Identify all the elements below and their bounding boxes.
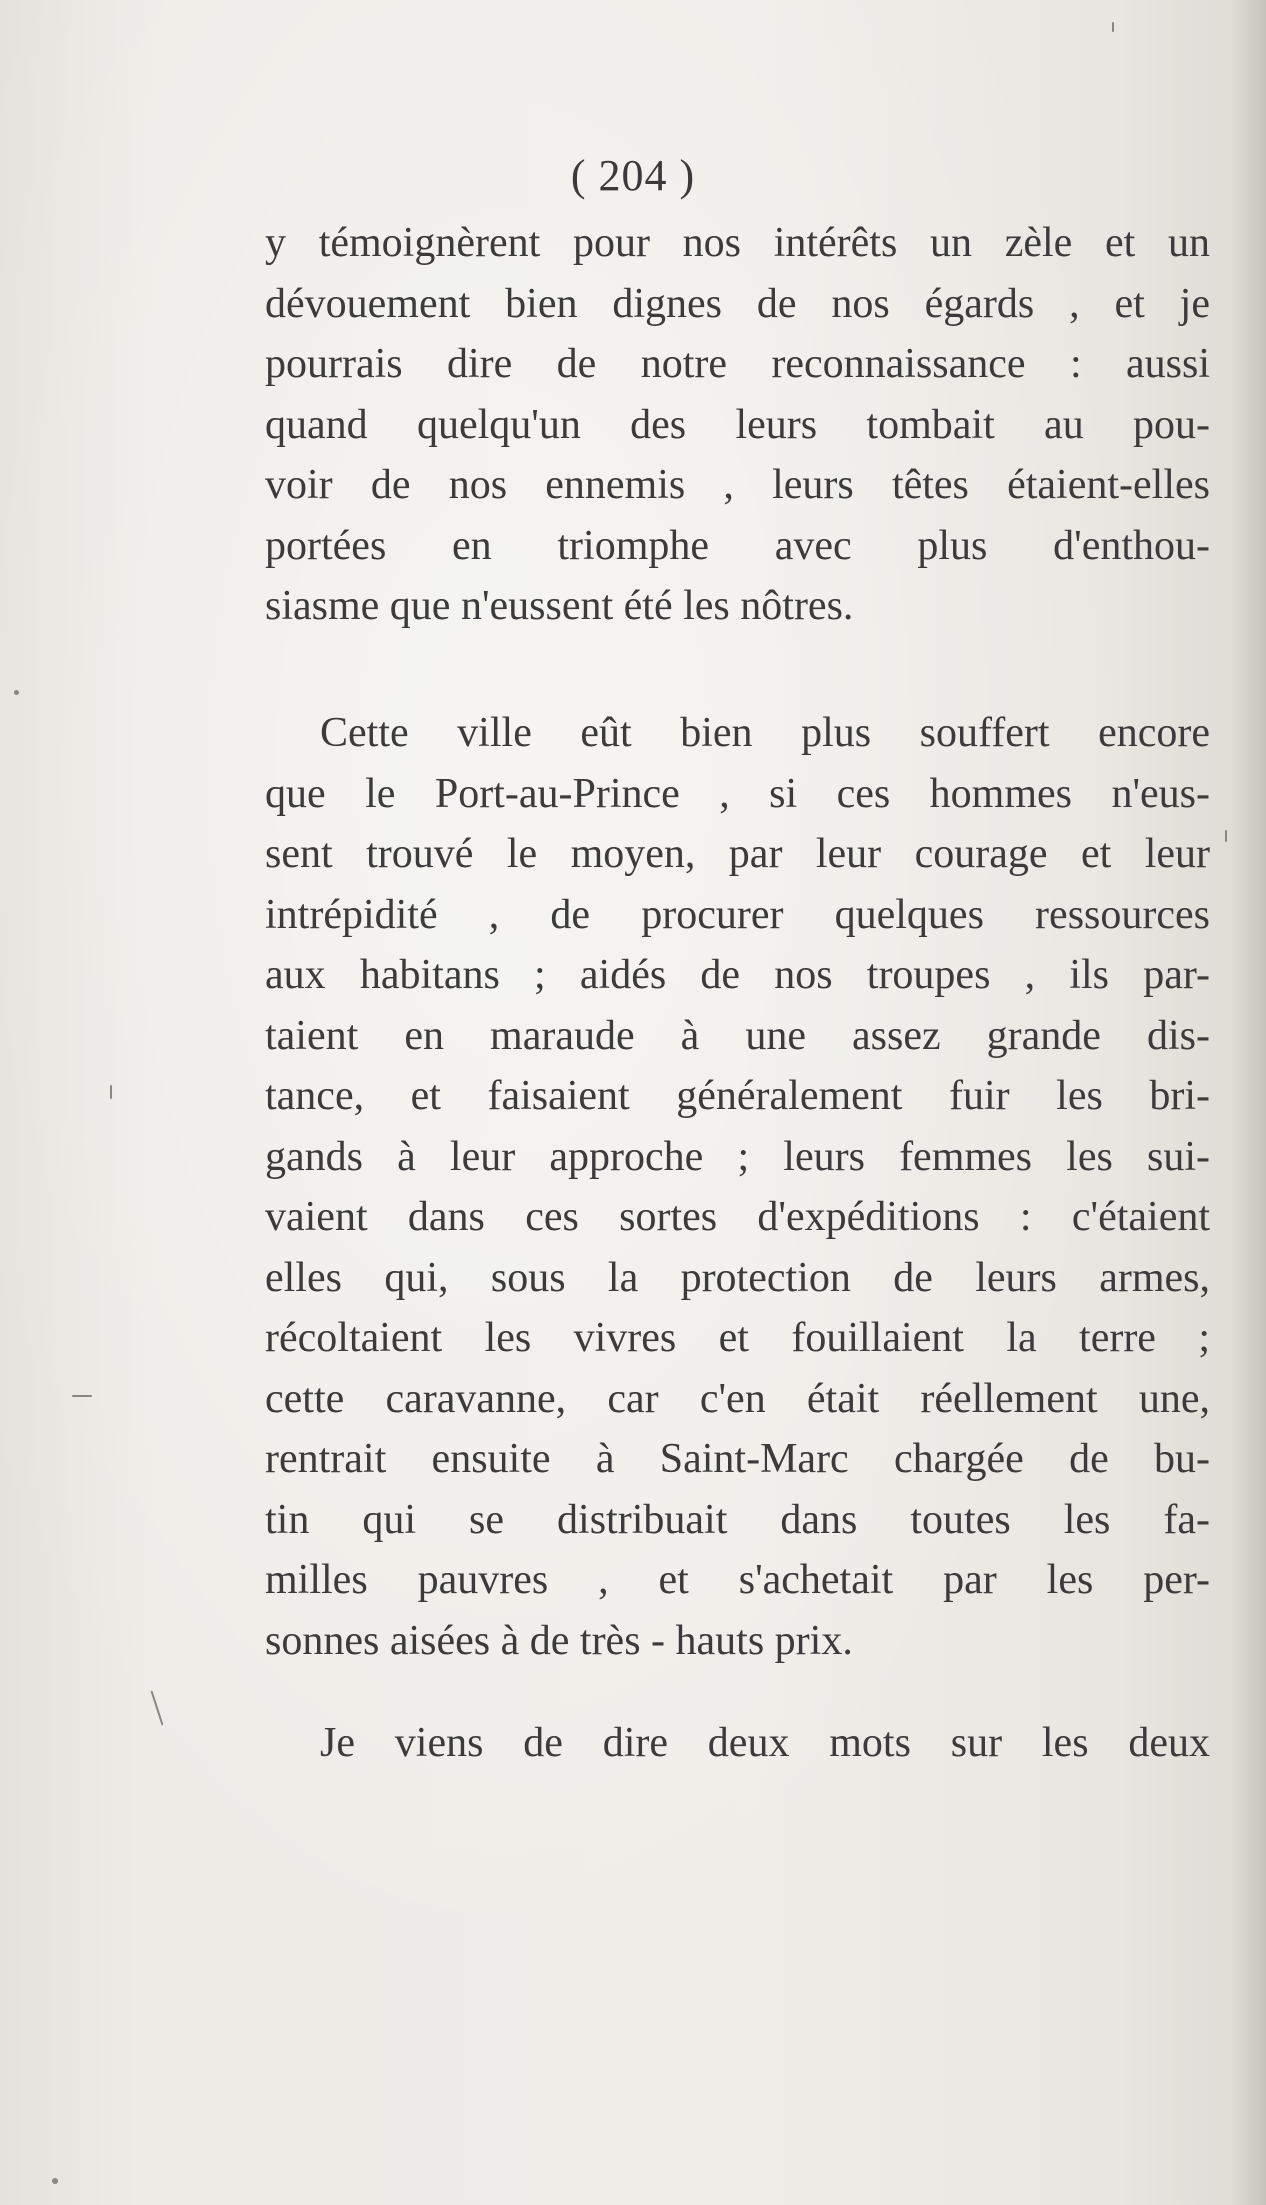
text-line: gands à leur approche ; leurs femmes les sui- <box>265 1133 1210 1180</box>
paper-speck <box>52 2178 58 2184</box>
paper-speck <box>1225 830 1227 842</box>
paragraph-1 <box>265 213 1210 637</box>
text-line: que le Port-au-Prince , si ces hommes n'eus- <box>265 770 1210 817</box>
paragraph-3 <box>265 1713 1210 1774</box>
text-line: voir de nos ennemis , leurs têtes étaient-elles <box>265 462 1210 508</box>
text-line: aux habitans ; aidés de nos troupes , ils par- <box>265 952 1210 998</box>
text-line: tance, et faisaient généralement fuir les bri- <box>265 1073 1210 1119</box>
paper-speck <box>150 1691 163 1726</box>
paragraph-2 <box>265 703 1210 1671</box>
paper-speck <box>110 1085 112 1099</box>
text-line: elles qui, sous la protection de leurs armes, <box>265 1254 1210 1301</box>
paper-speck <box>14 690 19 695</box>
text-line: rentrait ensuite à Saint-Marc chargée de bu- <box>265 1436 1210 1482</box>
paper-speck <box>1112 22 1114 32</box>
text-line: récoltaient les vivres et fouillaient la terre ; <box>265 1315 1210 1361</box>
text-line: cette caravanne, car c'en était réellement une, <box>265 1375 1210 1422</box>
text-line: quand quelqu'un des leurs tombait au pou- <box>265 401 1210 448</box>
text-line: portées en triomphe avec plus d'enthou- <box>265 522 1210 569</box>
text-line: intrépidité , de procurer quelques ressources <box>265 891 1210 938</box>
text-line: tin qui se distribuait dans toutes les fa- <box>265 1496 1210 1543</box>
paper-speck <box>72 1395 92 1397</box>
page-edge-shadow <box>1232 0 1266 2205</box>
page-number: ( 204 ) <box>570 151 696 200</box>
text-line: pourrais dire de notre reconnaissance : aussi <box>265 341 1210 387</box>
text-line: vaient dans ces sortes d'expéditions : c'étaient <box>265 1194 1210 1240</box>
text-line: milles pauvres , et s'achetait par les per- <box>265 1557 1210 1603</box>
text-line: Cette ville eût bien plus souffert encore <box>320 710 1210 756</box>
text-line: siasme que n'eussent été les nôtres. <box>265 583 854 629</box>
text-line: sent trouvé le moyen, par leur courage et leur <box>265 831 1210 877</box>
text-line: dévouement bien dignes de nos égards , et je <box>265 280 1210 327</box>
text-line: sonnes aisées à de très - hauts prix. <box>265 1617 853 1664</box>
text-line: y témoignèrent pour nos intérêts un zèle et un <box>265 220 1210 266</box>
text-line: Je viens de dire deux mots sur les deux <box>320 1720 1210 1766</box>
text-line: taient en maraude à une assez grande dis- <box>265 1012 1210 1059</box>
